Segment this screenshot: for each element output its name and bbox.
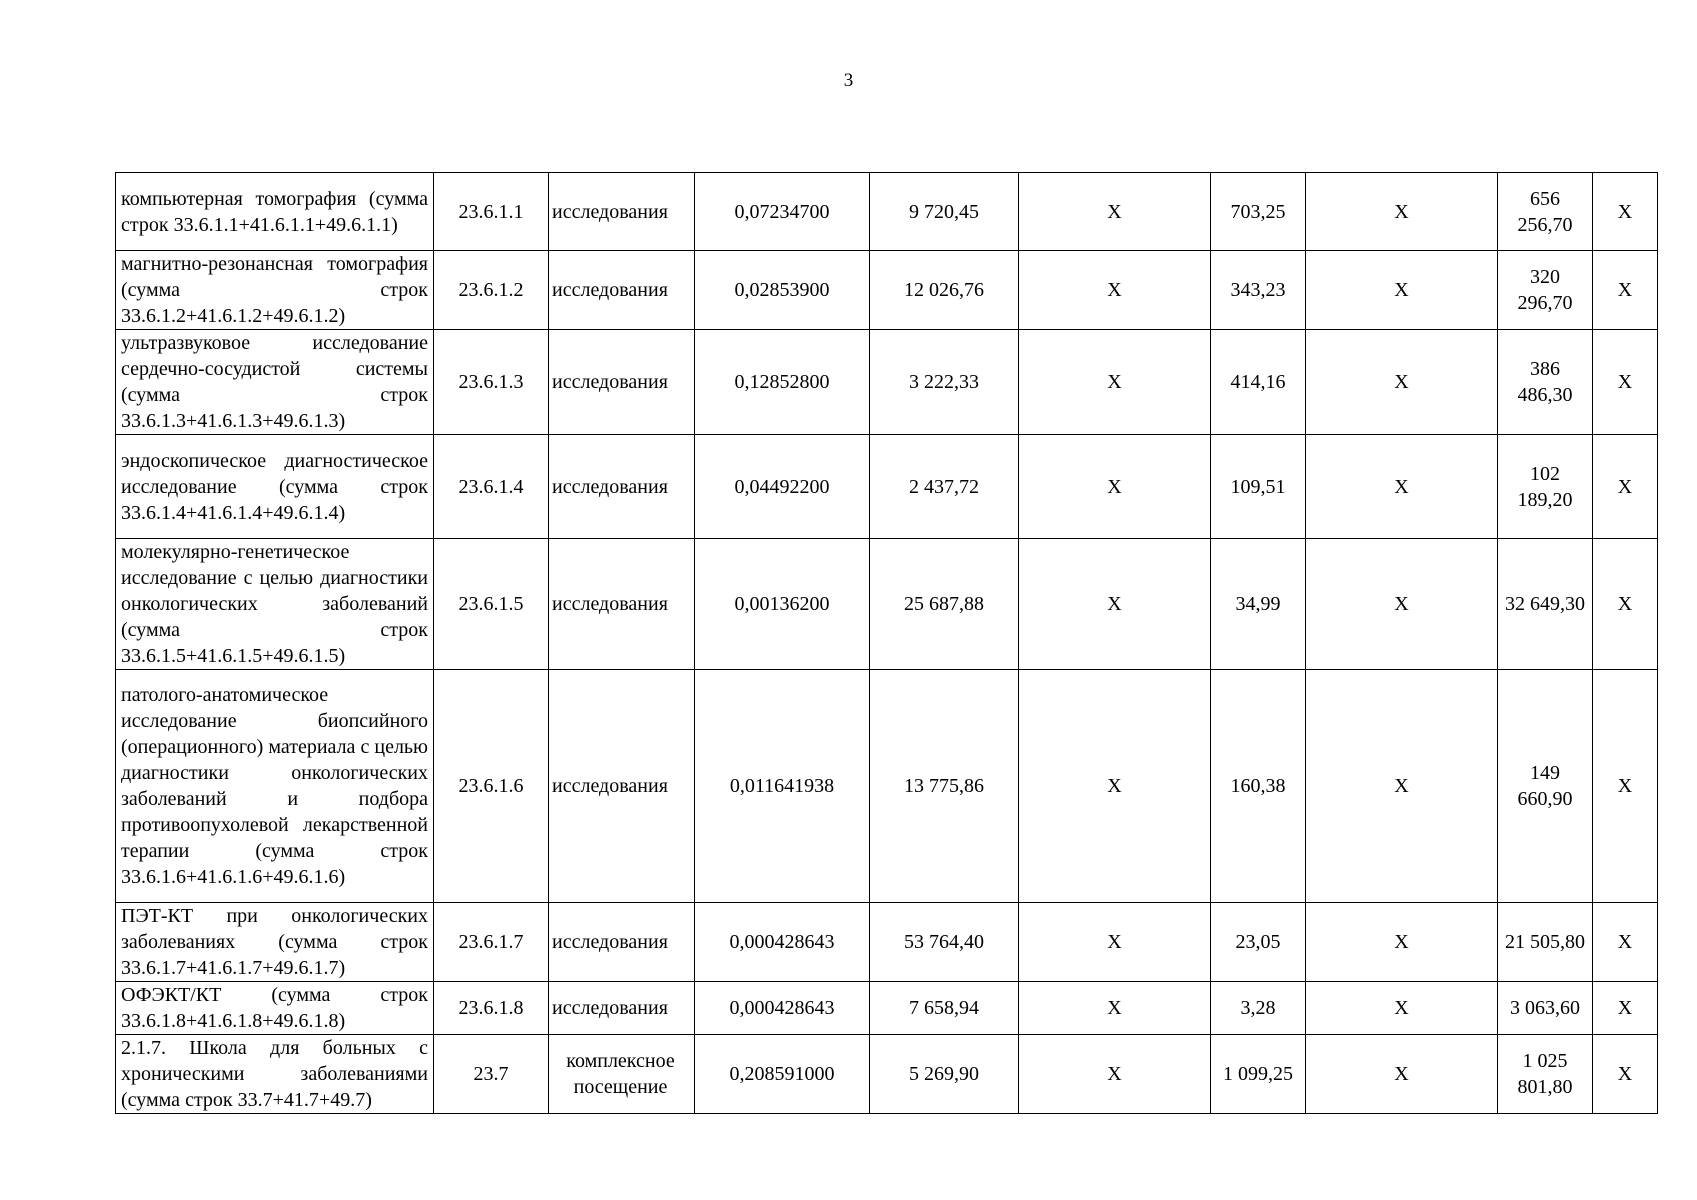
per-capita-value: 34,99 [1211, 539, 1306, 670]
x-mark: Х [1593, 173, 1658, 251]
x-mark: Х [1306, 173, 1498, 251]
x-mark: Х [1306, 1035, 1498, 1114]
unit-of-measure: исследования [549, 251, 695, 330]
table-row [116, 330, 1658, 435]
per-capita-value: 109,51 [1211, 435, 1306, 539]
x-mark: Х [1019, 435, 1211, 539]
table-row [116, 435, 1658, 539]
per-capita-value: 343,23 [1211, 251, 1306, 330]
table-row [116, 1035, 1658, 1114]
norm-value: 0,208591000 [695, 1035, 870, 1114]
norm-value: 0,02853900 [695, 251, 870, 330]
x-mark: Х [1019, 1035, 1211, 1114]
norm-value: 0,07234700 [695, 173, 870, 251]
x-mark: Х [1306, 670, 1498, 903]
row-code: 23.6.1.3 [434, 330, 549, 435]
per-capita-value: 414,16 [1211, 330, 1306, 435]
x-mark: Х [1306, 251, 1498, 330]
table-row [116, 173, 1658, 251]
per-capita-value: 160,38 [1211, 670, 1306, 903]
unit-cost: 25 687,88 [870, 539, 1019, 670]
row-code: 23.6.1.4 [434, 435, 549, 539]
x-mark: Х [1593, 539, 1658, 670]
x-mark: Х [1593, 982, 1658, 1035]
row-code: 23.6.1.2 [434, 251, 549, 330]
unit-cost: 2 437,72 [870, 435, 1019, 539]
unit-of-measure: комплексное посещение [549, 1035, 695, 1114]
unit-cost: 5 269,90 [870, 1035, 1019, 1114]
service-name: компьютерная томография (сумма строк 33.6.1.1+41.6.1.1+49.6.1.1) [116, 173, 434, 251]
x-mark: Х [1593, 670, 1658, 903]
data-table [115, 172, 1658, 1114]
service-name: ОФЭКТ/КТ (сумма строк 33.6.1.8+41.6.1.8+49.6.1.8) [116, 982, 434, 1035]
total-cost: 21 505,80 [1498, 903, 1593, 982]
table-row [116, 903, 1658, 982]
unit-of-measure: исследования [549, 173, 695, 251]
unit-of-measure: исследования [549, 982, 695, 1035]
service-name: молекулярно-генетическое исследование с целью диагностики онкологических заболеваний (сумма строк 33.6.1.5+41.6.1.5+49.6.1.5) [116, 539, 434, 670]
x-mark: Х [1019, 903, 1211, 982]
total-cost: 149 660,90 [1498, 670, 1593, 903]
unit-of-measure: исследования [549, 903, 695, 982]
unit-cost: 53 764,40 [870, 903, 1019, 982]
unit-of-measure: исследования [549, 539, 695, 670]
row-code: 23.6.1.1 [434, 173, 549, 251]
unit-cost: 9 720,45 [870, 173, 1019, 251]
service-name: эндоскопическое диагностическое исследование (сумма строк 33.6.1.4+41.6.1.4+49.6.1.4) [116, 435, 434, 539]
unit-of-measure: исследования [549, 435, 695, 539]
x-mark: Х [1306, 903, 1498, 982]
total-cost: 386 486,30 [1498, 330, 1593, 435]
unit-cost: 7 658,94 [870, 982, 1019, 1035]
x-mark: Х [1593, 1035, 1658, 1114]
total-cost: 3 063,60 [1498, 982, 1593, 1035]
x-mark: Х [1019, 539, 1211, 670]
x-mark: Х [1593, 435, 1658, 539]
x-mark: Х [1306, 982, 1498, 1035]
norm-value: 0,12852800 [695, 330, 870, 435]
x-mark: Х [1593, 330, 1658, 435]
service-name: магнитно-резонансная томография (сумма строк 33.6.1.2+41.6.1.2+49.6.1.2) [116, 251, 434, 330]
row-code: 23.6.1.5 [434, 539, 549, 670]
x-mark: Х [1593, 903, 1658, 982]
per-capita-value: 1 099,25 [1211, 1035, 1306, 1114]
x-mark: Х [1306, 539, 1498, 670]
x-mark: Х [1306, 330, 1498, 435]
norm-value: 0,000428643 [695, 903, 870, 982]
norm-value: 0,000428643 [695, 982, 870, 1035]
x-mark: Х [1593, 251, 1658, 330]
per-capita-value: 3,28 [1211, 982, 1306, 1035]
service-name: патолого-анатомическое исследование биопсийного (операционного) материала с целью диагностики онкологических заболеваний и подбора противоопухолевой лекарственной терапии (сумма строк 33.6.1.6+41.6.1.6+49.6.1.6) [116, 670, 434, 903]
unit-cost: 3 222,33 [870, 330, 1019, 435]
table-row [116, 539, 1658, 670]
total-cost: 656 256,70 [1498, 173, 1593, 251]
service-name: ультразвуковое исследование сердечно-сосудистой системы (сумма строк 33.6.1.3+41.6.1.3+49.6.1.3) [116, 330, 434, 435]
per-capita-value: 703,25 [1211, 173, 1306, 251]
x-mark: Х [1019, 982, 1211, 1035]
table-row [116, 670, 1658, 903]
service-name: 2.1.7. Школа для больных с хроническими заболеваниями (сумма строк 33.7+41.7+49.7) [116, 1035, 434, 1114]
x-mark: Х [1019, 670, 1211, 903]
x-mark: Х [1019, 251, 1211, 330]
unit-cost: 13 775,86 [870, 670, 1019, 903]
total-cost: 320 296,70 [1498, 251, 1593, 330]
table-row [116, 251, 1658, 330]
x-mark: Х [1306, 435, 1498, 539]
unit-cost: 12 026,76 [870, 251, 1019, 330]
per-capita-value: 23,05 [1211, 903, 1306, 982]
service-name: ПЭТ-КТ при онкологических заболеваниях (сумма строк 33.6.1.7+41.6.1.7+49.6.1.7) [116, 903, 434, 982]
norm-value: 0,04492200 [695, 435, 870, 539]
total-cost: 32 649,30 [1498, 539, 1593, 670]
row-code: 23.6.1.6 [434, 670, 549, 903]
row-code: 23.6.1.7 [434, 903, 549, 982]
x-mark: Х [1019, 173, 1211, 251]
table-row [116, 982, 1658, 1035]
row-code: 23.6.1.8 [434, 982, 549, 1035]
norm-value: 0,00136200 [695, 539, 870, 670]
norm-value: 0,011641938 [695, 670, 870, 903]
total-cost: 102 189,20 [1498, 435, 1593, 539]
unit-of-measure: исследования [549, 330, 695, 435]
page-number: 3 [843, 70, 854, 91]
total-cost: 1 025 801,80 [1498, 1035, 1593, 1114]
unit-of-measure: исследования [549, 670, 695, 903]
x-mark: Х [1019, 330, 1211, 435]
row-code: 23.7 [434, 1035, 549, 1114]
